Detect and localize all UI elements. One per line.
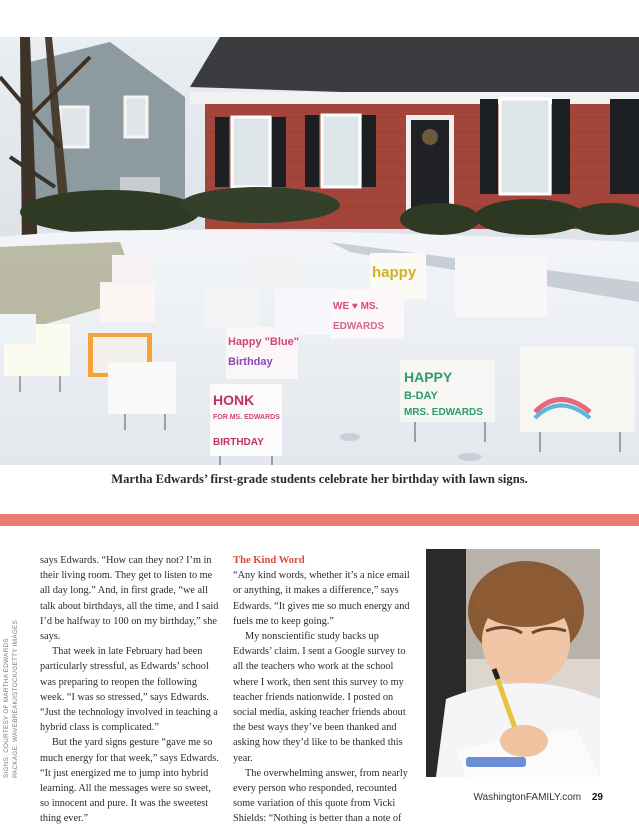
sign-mrs-edwards: MRS. EDWARDS bbox=[404, 407, 483, 418]
sign-bday: B-DAY bbox=[404, 390, 438, 402]
paragraph: But the yard signs gesture “gave me so much energy for that week,” says Edwards. “It just energized me to jump into hybrid learning. All the messages were so sweet, so innocent and pure. It was the sweetest thing ever.” bbox=[40, 737, 219, 825]
sign-happy-blue: Happy "Blue" bbox=[228, 336, 299, 348]
section-divider bbox=[0, 514, 639, 526]
footer-site: WashingtonFAMILY.com bbox=[473, 792, 582, 803]
paragraph: My nonscientific study backs up Edwards’ claim. I sent a Google survey to all the teachers who work at the school where I work, then sent this survey to my teacher friends nationwide. I posted on social media, asking teacher friends about the best ways they’ve been thanked and asking how they’d like to be thanked this year. bbox=[233, 631, 406, 764]
sign-edwards: EDWARDS bbox=[333, 321, 385, 332]
credit-line-1: SIGNS: COURTESY OF MARTHA EDWARDS bbox=[3, 638, 10, 778]
paragraph: says Edwards. “How can they not? I’m in their living room. They get to listen to me all day long.” And, in first grade, “we all talk about birthdays, all the time, and I said I’d be halfway to 100 on my birthday,” she says. bbox=[40, 555, 219, 643]
sign-honk: HONK bbox=[213, 392, 255, 408]
sign-birthday-caps: BIRTHDAY bbox=[213, 437, 264, 448]
house-lawn-signs-photo bbox=[0, 37, 639, 465]
sign-we-love: WE ♥ MS. bbox=[333, 301, 379, 312]
boy-writing-photo bbox=[426, 549, 600, 777]
sign-happy-bday: HAPPY bbox=[404, 369, 453, 385]
article-column-1 bbox=[40, 553, 222, 827]
sign-birthday: Birthday bbox=[228, 356, 273, 368]
photo-credit bbox=[2, 582, 28, 778]
page-footer bbox=[473, 792, 603, 803]
sign-for-ms: FOR MS. EDWARDS bbox=[213, 414, 280, 421]
paragraph: “Any kind words, whether it’s a nice email or anything, it makes a difference,” says Edwards. “It gives me so much energy and fuels me to keep going.” bbox=[233, 570, 410, 627]
paragraph: That week in late February had been particularly stressful, as Edwards’ school was preparing to reopen the following week. “I was so stressed,” says Edwards. “Just the technology involved in teaching a hybrid class is complicated.” bbox=[40, 646, 218, 734]
sign-happy: happy bbox=[372, 264, 417, 281]
credit-line-2: PACKAGE: WAVEBREAK/ISTOCK/GETTY IMAGES bbox=[12, 619, 19, 778]
subhead-kind-word: The Kind Word bbox=[233, 555, 305, 566]
photo-caption: Martha Edwards’ first-grade students celebrate her birthday with lawn signs. bbox=[111, 472, 528, 486]
paragraph: The overwhelming answer, from nearly every person who responded, recounted some variation of this quote from Vicki Shields: “Nothing is better than a note of bbox=[233, 767, 408, 825]
article-column-2 bbox=[233, 553, 415, 827]
page-number: 29 bbox=[591, 792, 603, 803]
